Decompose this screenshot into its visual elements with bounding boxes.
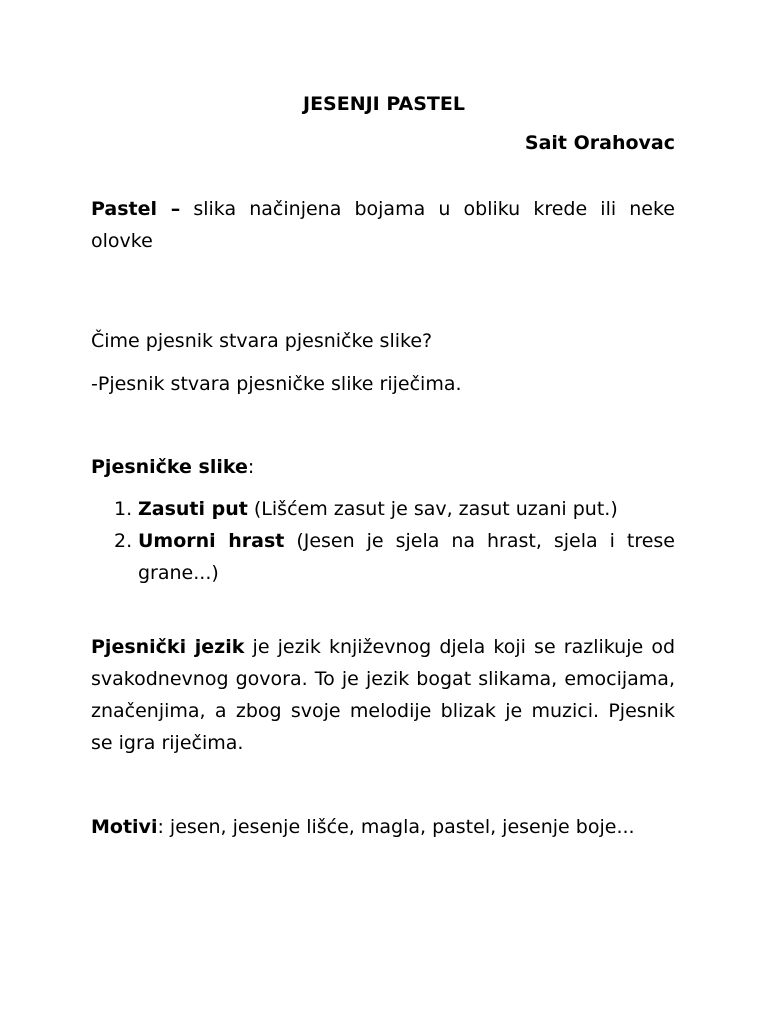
list-item-term: Umorni hrast <box>138 530 285 552</box>
images-heading: Pjesničke slike <box>91 456 248 478</box>
list-item-text: (Lišćem zasut je sav, zasut uzani put.) <box>247 498 618 520</box>
list-item-term: Zasuti put <box>138 498 248 520</box>
definition-term: Pastel – <box>91 198 181 220</box>
question-paragraph: Čime pjesnik stvara pjesničke slike? <box>91 330 433 352</box>
definition-paragraph <box>91 193 675 257</box>
motifs-text: : jesen, jesenje lišće, magla, pastel, jesenje boje... <box>157 816 635 838</box>
list-item-number: 2. <box>114 530 133 552</box>
list-item <box>91 525 675 589</box>
answer-paragraph: -Pjesnik stvara pjesničke slike riječima. <box>91 373 462 395</box>
document-title: JESENJI PASTEL <box>303 93 465 115</box>
images-heading-colon: : <box>247 456 255 478</box>
motifs-term: Motivi <box>91 816 158 838</box>
list-item <box>91 493 675 525</box>
language-text: je jezik književnog djela koji se razlikuje od svakodnevnog govora. To je jezik bogat slikama, emocijama, značenjima, a zbog svoje melodije blizak je muzici. Pjesnik se igra riječima. <box>91 636 676 754</box>
document-author: Sait Orahovac <box>524 132 675 154</box>
motifs-paragraph <box>91 811 675 843</box>
list-item-number: 1. <box>114 498 133 520</box>
language-term: Pjesnički jezik <box>91 636 245 658</box>
images-list <box>91 493 675 589</box>
definition-text: slika načinjena bojama u obliku krede ili neke olovke <box>91 198 675 252</box>
language-paragraph <box>91 631 675 759</box>
list-item-text: (Jesen je sjela na hrast, sjela i trese grane...) <box>138 530 676 584</box>
images-heading-paragraph <box>91 451 675 483</box>
